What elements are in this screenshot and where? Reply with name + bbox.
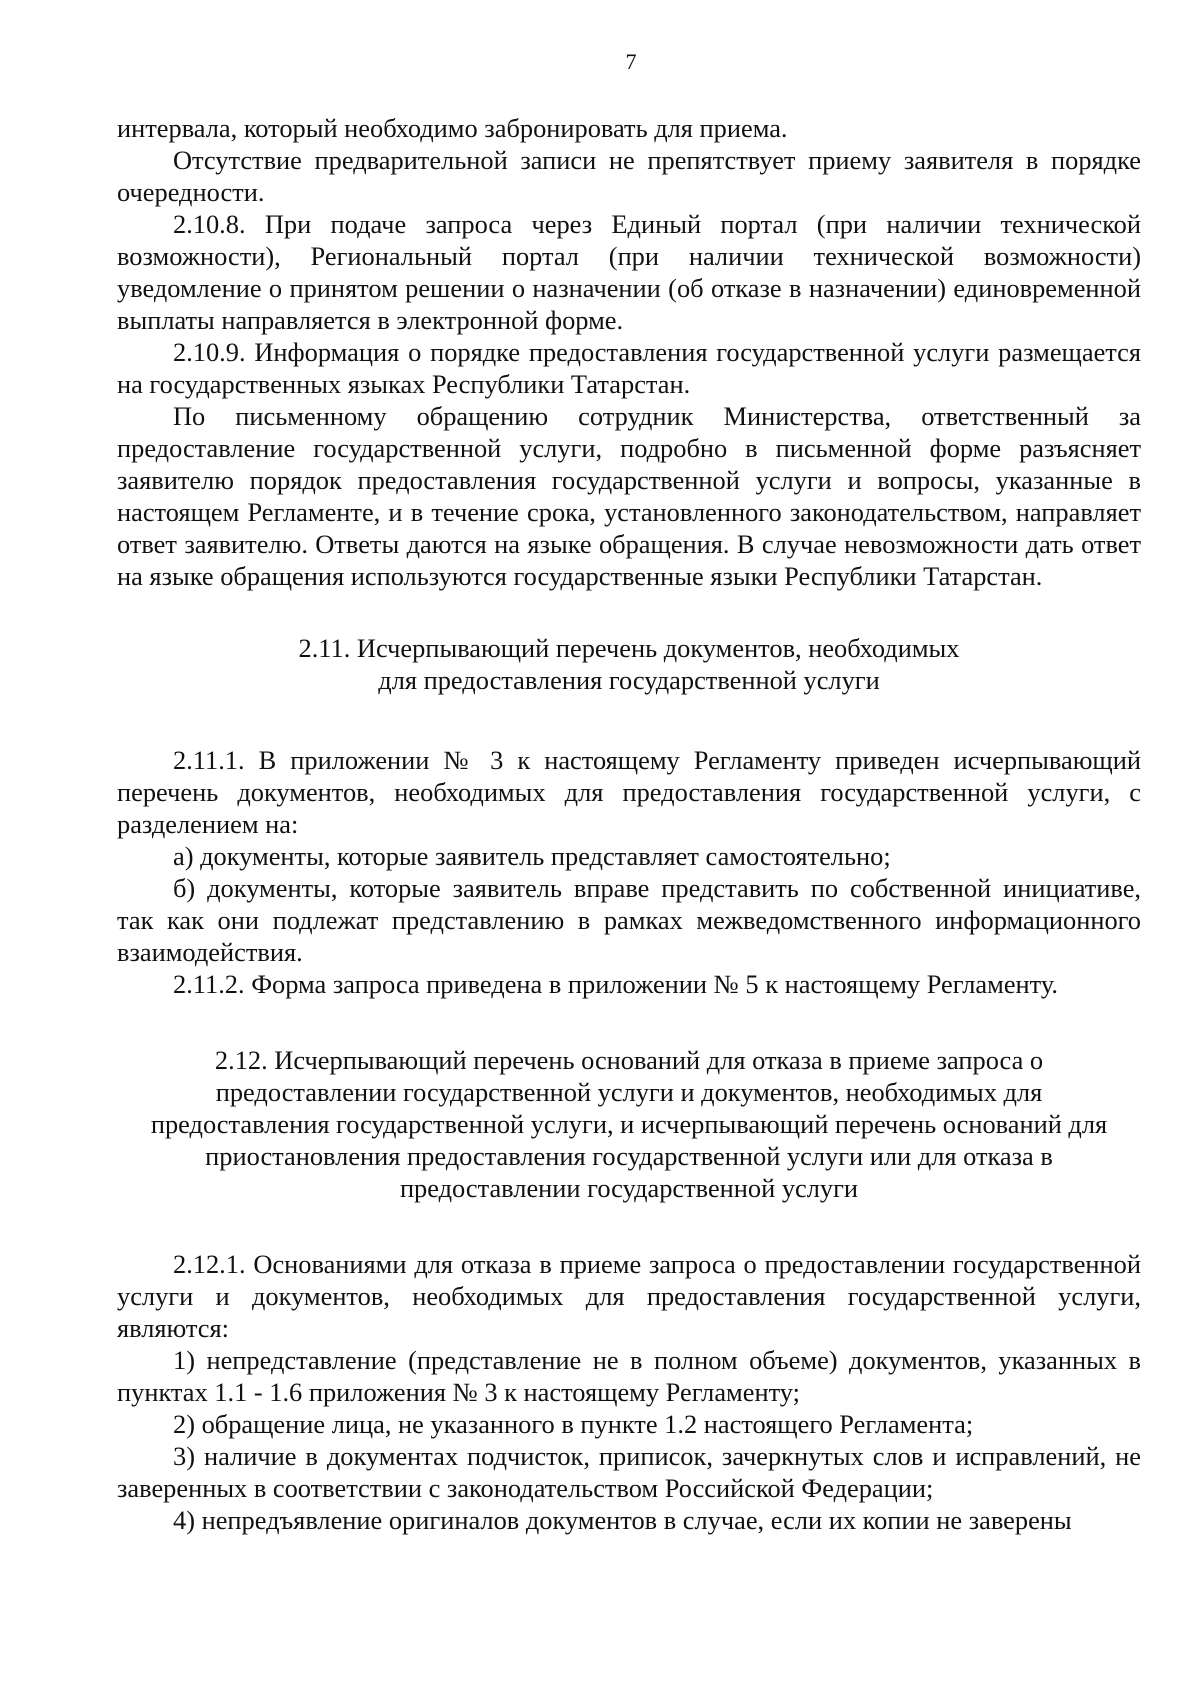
page-body bbox=[117, 112, 1141, 1536]
section-heading-2-11-line: для предоставления государственной услуги bbox=[378, 665, 880, 695]
paragraph-continuation: интервала, который необходимо забронировать для приема. bbox=[117, 113, 788, 143]
paragraph-2-10-9: 2.10.9. Информация о порядке предоставления государственной услуги размещается на государственных языках Республики Татарстан. bbox=[117, 337, 1141, 399]
list-item-b: б) документы, которые заявитель вправе представить по собственной инициативе, так как они подлежат представлению в рамках межведомственного информационного взаимодействия. bbox=[117, 873, 1141, 967]
list-item-3: 3) наличие в документах подчисток, приписок, зачеркнутых слов и исправлений, не заверенных в соответствии с законодательством Российской Федерации; bbox=[117, 1441, 1141, 1503]
section-heading-2-12-line: приостановления предоставления государственной услуги или для отказа в bbox=[205, 1141, 1053, 1171]
paragraph-2-12-1: 2.12.1. Основаниями для отказа в приеме запроса о предоставлении государственной услуги и документов, необходимых для предоставления государственной услуги, являются: bbox=[117, 1249, 1141, 1343]
list-item-4: 4) непредъявление оригиналов документов в случае, если их копии не заверены bbox=[173, 1505, 1072, 1535]
section-heading-2-12-line: предоставления государственной услуги, и исчерпывающий перечень оснований для bbox=[150, 1109, 1108, 1139]
section-heading-2-12 bbox=[117, 1044, 1141, 1204]
paragraph-2-11-2: 2.11.2. Форма запроса приведена в приложении № 5 к настоящему Регламенту. bbox=[173, 969, 1058, 999]
paragraph-2-11-1: 2.11.1. В приложении № 3 к настоящему Регламенту приведен исчерпывающий перечень документов, необходимых для предоставления государственной услуги, с разделением на: bbox=[117, 745, 1141, 839]
section-heading-2-11-line: 2.11. Исчерпывающий перечень документов, необходимых bbox=[298, 633, 960, 663]
list-item-a: а) документы, которые заявитель представляет самостоятельно; bbox=[173, 841, 891, 871]
list-item-2: 2) обращение лица, не указанного в пункте 1.2 настоящего Регламента; bbox=[173, 1409, 974, 1439]
paragraph-no-prior-booking: Отсутствие предварительной записи не препятствует приему заявителя в порядке очередности. bbox=[117, 145, 1141, 207]
page-number: 7 bbox=[625, 49, 637, 74]
section-heading-2-12-line: предоставлении государственной услуги и документов, необходимых для bbox=[215, 1077, 1043, 1107]
paragraph-2-10-8: 2.10.8. При подаче запроса через Единый портал (при наличии технической возможности), Региональный портал (при наличии технической возможности) уведомление о принятом решении о назначении (об отказе в назначении) единовременной выплаты направляется в электронной форме. bbox=[117, 209, 1141, 335]
section-heading-2-12-line: предоставлении государственной услуги bbox=[399, 1173, 859, 1203]
section-heading-2-11 bbox=[117, 632, 1141, 696]
paragraph-written-request: По письменному обращению сотрудник Министерства, ответственный за предоставление государственной услуги, подробно в письменной форме разъясняет заявителю порядок предоставления государственной услуги и вопросы, указанные в настоящем Регламенте, и в течение срока, установленного законодательством, направляет ответ заявителю. Ответы даются на языке обращения. В случае невозможности дать ответ на языке обращения используются государственные языки Республики Татарстан. bbox=[117, 401, 1141, 591]
list-item-1: 1) непредставление (представление не в полном объеме) документов, указанных в пунктах 1.1 - 1.6 приложения № 3 к настоящему Регламенту; bbox=[117, 1345, 1141, 1407]
section-heading-2-12-line: 2.12. Исчерпывающий перечень оснований для отказа в приеме запроса о bbox=[214, 1045, 1044, 1075]
